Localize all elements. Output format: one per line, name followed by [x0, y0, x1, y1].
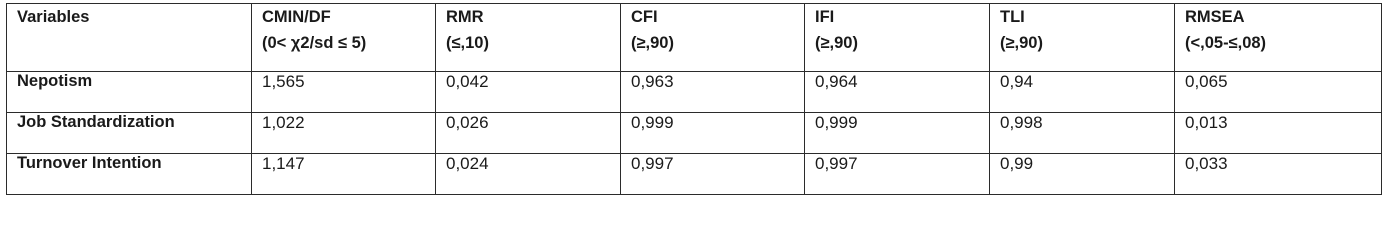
table-row: [7, 113, 1382, 154]
header-rmr-threshold: (≤,10): [446, 34, 489, 52]
cell-rmsea: 0,065: [1175, 72, 1382, 113]
cell-rmsea: 0,033: [1175, 154, 1382, 195]
cell-tli: 0,99: [990, 154, 1175, 195]
cell-ifi: 0,964: [805, 72, 990, 113]
header-ifi-title: IFI: [815, 8, 835, 26]
cell-ifi: 0,999: [805, 113, 990, 154]
table-row: [7, 154, 1382, 195]
row-label-job-standardization: Job Standardization: [7, 113, 252, 154]
header-cfi-title: CFI: [631, 8, 658, 26]
header-cmin-df: [252, 4, 436, 72]
cell-cfi: 0,963: [621, 72, 805, 113]
header-tli-threshold: (≥,90): [1000, 34, 1043, 52]
header-tli: [990, 4, 1175, 72]
header-ifi: [805, 4, 990, 72]
cell-cfi: 0,997: [621, 154, 805, 195]
header-row: [7, 4, 1382, 72]
cell-tli: 0,998: [990, 113, 1175, 154]
cell-cmin-df: 1,022: [252, 113, 436, 154]
row-label-turnover-intention: Turnover Intention: [7, 154, 252, 195]
header-cfi-threshold: (≥,90): [631, 34, 674, 52]
header-ifi-threshold: (≥,90): [815, 34, 858, 52]
header-variables: [7, 4, 252, 72]
cell-tli: 0,94: [990, 72, 1175, 113]
header-cmin-df-title: CMIN/DF: [262, 8, 331, 26]
cell-rmr: 0,024: [436, 154, 621, 195]
cell-cmin-df: 1,147: [252, 154, 436, 195]
cell-cmin-df: 1,565: [252, 72, 436, 113]
header-cmin-df-threshold: (0< χ2/sd ≤ 5): [262, 34, 367, 52]
header-rmsea-threshold: (<,05-≤,08): [1185, 34, 1267, 52]
cell-ifi: 0,997: [805, 154, 990, 195]
header-rmr: [436, 4, 621, 72]
header-tli-title: TLI: [1000, 8, 1025, 26]
cell-rmr: 0,042: [436, 72, 621, 113]
model-fit-table: [6, 3, 1382, 195]
header-variables-title: Variables: [17, 8, 90, 26]
header-cfi: [621, 4, 805, 72]
row-label-nepotism: Nepotism: [7, 72, 252, 113]
cell-cfi: 0,999: [621, 113, 805, 154]
cell-rmr: 0,026: [436, 113, 621, 154]
header-rmr-title: RMR: [446, 8, 484, 26]
cell-rmsea: 0,013: [1175, 113, 1382, 154]
header-rmsea-title: RMSEA: [1185, 8, 1245, 26]
table-row: [7, 72, 1382, 113]
header-rmsea: [1175, 4, 1382, 72]
